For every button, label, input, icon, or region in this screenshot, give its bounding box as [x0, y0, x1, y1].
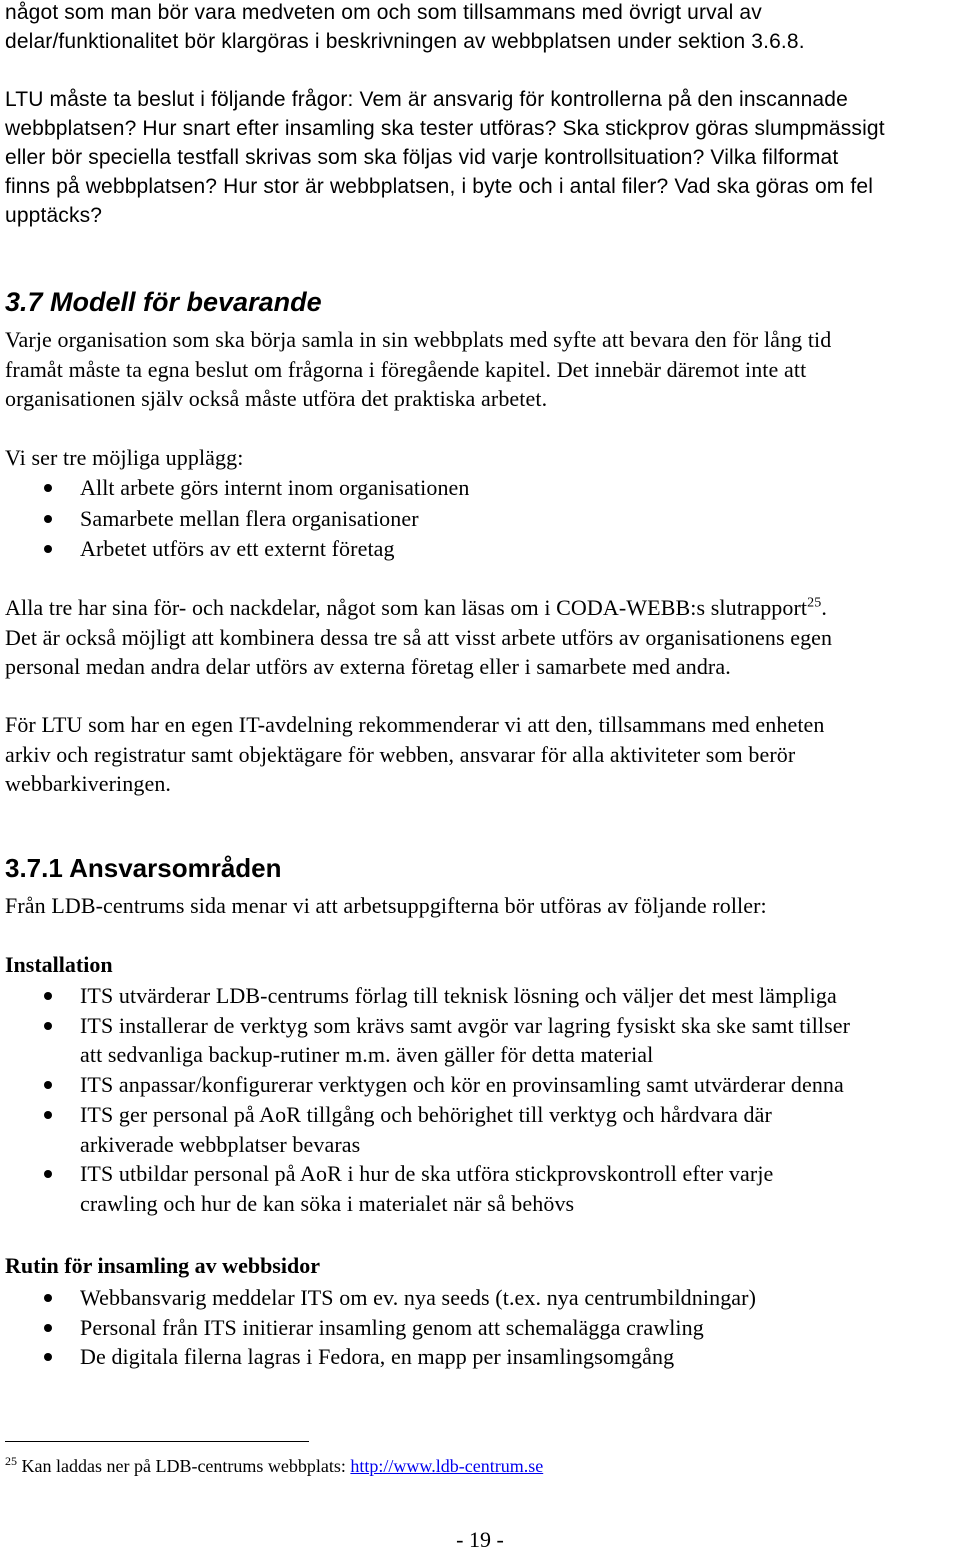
list-item [5, 504, 957, 535]
intro-line: webbplatsen? Hur snart efter insamling ska tester utföras? Ska stickprov göras slumpmässigt [5, 117, 885, 140]
list-item [5, 473, 957, 504]
paragraph-text: . [821, 595, 827, 620]
paragraph-text: Alla tre har sina för- och nackdelar, något som kan läsas om i CODA-WEBB:s slutrapport [5, 595, 808, 620]
footnote-link[interactable]: http://www.ldb-centrum.se [350, 1456, 544, 1476]
rutin-heading: Rutin för insamling av webbsidor [5, 1253, 320, 1278]
rutin-list [5, 1283, 957, 1372]
intro-line: något som man bör vara medveten om och som tillsammans med övrigt urval av [5, 1, 762, 24]
paragraph-line [5, 593, 957, 623]
list-item-text: ITS utvärderar LDB-centrums förlag till teknisk lösning och väljer det mest lämpliga [80, 983, 837, 1008]
section-3-7-paragraph-2 [5, 593, 957, 682]
list-item [5, 1100, 957, 1159]
paragraph-line: arkiv och registratur samt objektägare för webben, ansvarar för alla aktiviteter som berör [5, 741, 796, 767]
list-item-text: ITS anpassar/konfigurerar verktygen och kör en provinsamling samt utvärderar denna [80, 1072, 844, 1098]
section-3-7-paragraph-3 [5, 710, 957, 799]
list-item [5, 1313, 957, 1343]
page-number: - 19 - [456, 1527, 504, 1552]
paragraph-line: organisationen själv också måste utföra det praktiska arbetet. [5, 386, 548, 412]
footnote-divider [5, 1441, 309, 1442]
list-item [5, 1011, 957, 1070]
bullet-icon [44, 545, 52, 553]
list-item [5, 1159, 957, 1218]
bullet-icon [44, 1294, 52, 1302]
footnote [5, 1454, 543, 1478]
list-item-text: ITS ger personal på AoR tillgång och behörighet till verktyg och hårdvara där [80, 1101, 772, 1127]
list-item [5, 981, 957, 1011]
installation-list [5, 981, 957, 1219]
intro-line: upptäcks? [5, 204, 103, 227]
paragraph-line: Varje organisation som ska börja samla in sin webbplats med syfte att bevara den för lång tid [5, 327, 832, 352]
footnote-reference[interactable]: 25 [807, 595, 822, 611]
footnote-text: Kan laddas ner på LDB-centrums webbplats: [17, 1456, 351, 1476]
intro-line: finns på webbplatsen? Hur stor är webbplatsen, i byte och i antal filer? Vad ska göras om fel [5, 175, 874, 198]
bullet-icon [44, 992, 52, 1000]
subsection-heading: 3.7.1 Ansvarsområden [5, 853, 282, 883]
intro-line: delar/funktionalitet bör klargöras i beskrivningen av webbplatsen under sektion 3.6.8. [5, 30, 805, 53]
paragraph-line: För LTU som har en egen IT-avdelning rekommenderar vi att den, tillsammans med enheten [5, 712, 825, 737]
list-item-text: ITS installerar de verktyg som krävs samt avgör var lagring fysiskt ska ske samt tillser [80, 1012, 851, 1038]
bullet-icon [44, 484, 52, 492]
footnote-number: 25 [5, 1454, 17, 1468]
bullet-icon [44, 1324, 52, 1332]
bullet-icon [44, 1111, 52, 1119]
list-item-text: ITS utbildar personal på AoR i hur de ska utföra stickprovskontroll efter varje [80, 1161, 774, 1187]
list-item-text: arkiverade webbplatser bevaras [80, 1131, 361, 1157]
list-item [5, 1070, 957, 1100]
installation-heading: Installation [5, 952, 113, 977]
list-item-text: Arbetet utförs av ett externt företag [80, 536, 395, 561]
intro-line: LTU måste ta beslut i följande frågor: Vem är ansvarig för kontrollerna på den inscannade [5, 88, 848, 111]
bullet-icon [44, 1081, 52, 1089]
list-item-text: Samarbete mellan flera organisationer [80, 505, 419, 531]
paragraph-line: webbarkiveringen. [5, 771, 172, 797]
list-item-text: De digitala filerna lagras i Fedora, en mapp per insamlingsomgång [80, 1344, 675, 1370]
bullet-icon [44, 1353, 52, 1361]
section-heading: 3.7 Modell för bevarande [5, 287, 322, 317]
intro-blank-line [5, 56, 955, 85]
list-item-text: Allt arbete görs internt inom organisationen [80, 475, 470, 500]
list-item-text: crawling och hur de kan söka i materialet när så behövs [80, 1190, 575, 1216]
intro-line: eller bör speciella testfall skrivas som ska följas vid varje kontrollsituation? Vilka filformat [5, 146, 839, 169]
list-item [5, 534, 957, 565]
list-item-text: Webbansvarig meddelar ITS om ev. nya seeds (t.ex. nya centrumbildningar) [80, 1285, 757, 1310]
options-list [5, 473, 957, 565]
list-item [5, 1283, 957, 1313]
section-3-7-paragraph-1 [5, 325, 957, 414]
intro-text [5, 0, 955, 230]
list-item-text: Personal från ITS initierar insamling genom att schemalägga crawling [80, 1314, 704, 1340]
bullet-icon [44, 515, 52, 523]
subsection-intro: Från LDB-centrums sida menar vi att arbetsuppgifterna bör utföras av följande roller: [5, 893, 767, 918]
list-item-text: att sedvanliga backup-rutiner m.m. även gäller för detta material [80, 1042, 654, 1068]
paragraph-line: personal medan andra delar utförs av externa företag eller i samarbete med andra. [5, 654, 731, 680]
paragraph-line: framåt måste ta egna beslut om frågorna i föregående kapitel. Det innebär däremot inte att [5, 356, 807, 382]
list-item [5, 1342, 957, 1372]
options-intro: Vi ser tre möjliga upplägg: [5, 445, 244, 470]
bullet-icon [44, 1170, 52, 1178]
paragraph-line: Det är också möjligt att kombinera dessa tre så att visst arbete utförs av organisationens egen [5, 624, 833, 650]
bullet-icon [44, 1022, 52, 1030]
